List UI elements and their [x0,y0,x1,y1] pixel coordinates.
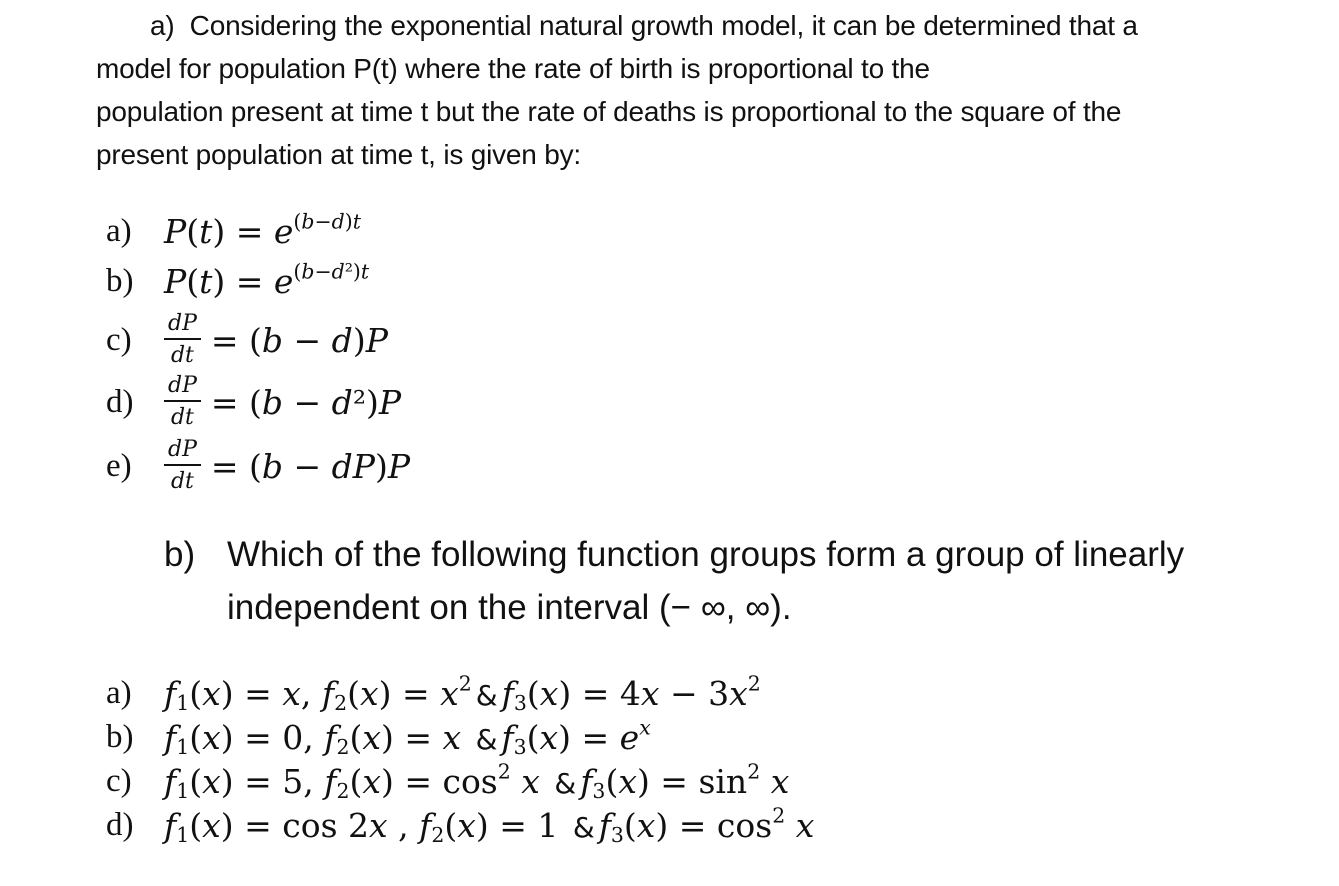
option-label: d) [106,383,134,420]
question-b-option-a [106,671,761,716]
question-a-text [96,4,1321,176]
question-b-option-d [106,803,815,848]
ampersand-mark: & [572,811,595,844]
question-a-option-e [106,438,410,494]
question-b-label: b) [164,535,196,574]
option-formula: $P(t) = e^{(b-d^2)t}$ [164,259,370,301]
option-formula: $f_1(x) = x$, $f_2(x) = x^2$ & $f_3(x) = 4x - 3x^2$ [164,671,761,716]
ampersand-mark: & [475,723,498,756]
question-a-option-b [106,259,370,301]
question-a-label: a) [150,10,175,41]
question-a-line-1 [96,4,1321,47]
question-a-line-3: population present at time t but the rate of deaths is proportional to the square of the [96,96,1122,127]
option-formula: = (b − dP)P [210,446,411,486]
option-label: a) [106,213,132,249]
option-label: a) [106,675,132,711]
option-label: c) [106,763,132,799]
option-formula: = (b − d²)P [210,382,402,422]
option-formula: = (b − d)P [210,320,388,360]
option-label: d) [106,807,134,843]
question-b-option-c [106,759,790,804]
option-label: e) [106,447,132,484]
question-a-option-c [106,312,388,368]
option-formula: $P(t) = e^{(b-d)t}$ [164,209,361,251]
question-a-option-d [106,374,401,430]
question-a-line-1-text: Considering the exponential natural growth model, it can be determined that a [189,10,1138,41]
ampersand-mark: & [475,679,498,712]
question-a-line-4: present population at time t, is given by: [96,139,581,170]
fraction-dp-dt: $\frac{dP}{dt}$ [164,312,201,368]
question-b-option-b [106,715,651,760]
question-b-line-2: independent on the interval (− ∞, ∞). [227,588,792,627]
fraction-dp-dt: $\frac{dP}{dt}$ [164,438,201,494]
option-formula: $f_1(x) = 0$, $f_2(x) = x$ & $f_3(x) = e^x$ [164,715,651,760]
fraction-dp-dt: $\frac{dP}{dt}$ [164,374,201,430]
question-b-line-1: Which of the following function groups form a group of linearly [227,535,1185,574]
question-b-text [164,528,1324,634]
option-label: c) [106,321,132,358]
question-a-option-a [106,209,361,251]
option-label: b) [106,263,134,299]
option-formula: $f_1(x) = 5$, $f_2(x) = \cos^2 x$ & $f_3(x) = \sin^2 x$ [164,759,790,804]
option-formula: $f_1(x) = \cos 2x$ , $f_2(x) = 1$ & $f_3(x) = \cos^2 x$ [164,803,815,848]
question-a-line-2: model for population P(t) where the rate of birth is proportional to the [96,53,930,84]
option-label: b) [106,719,134,755]
ampersand-mark: & [554,767,577,800]
